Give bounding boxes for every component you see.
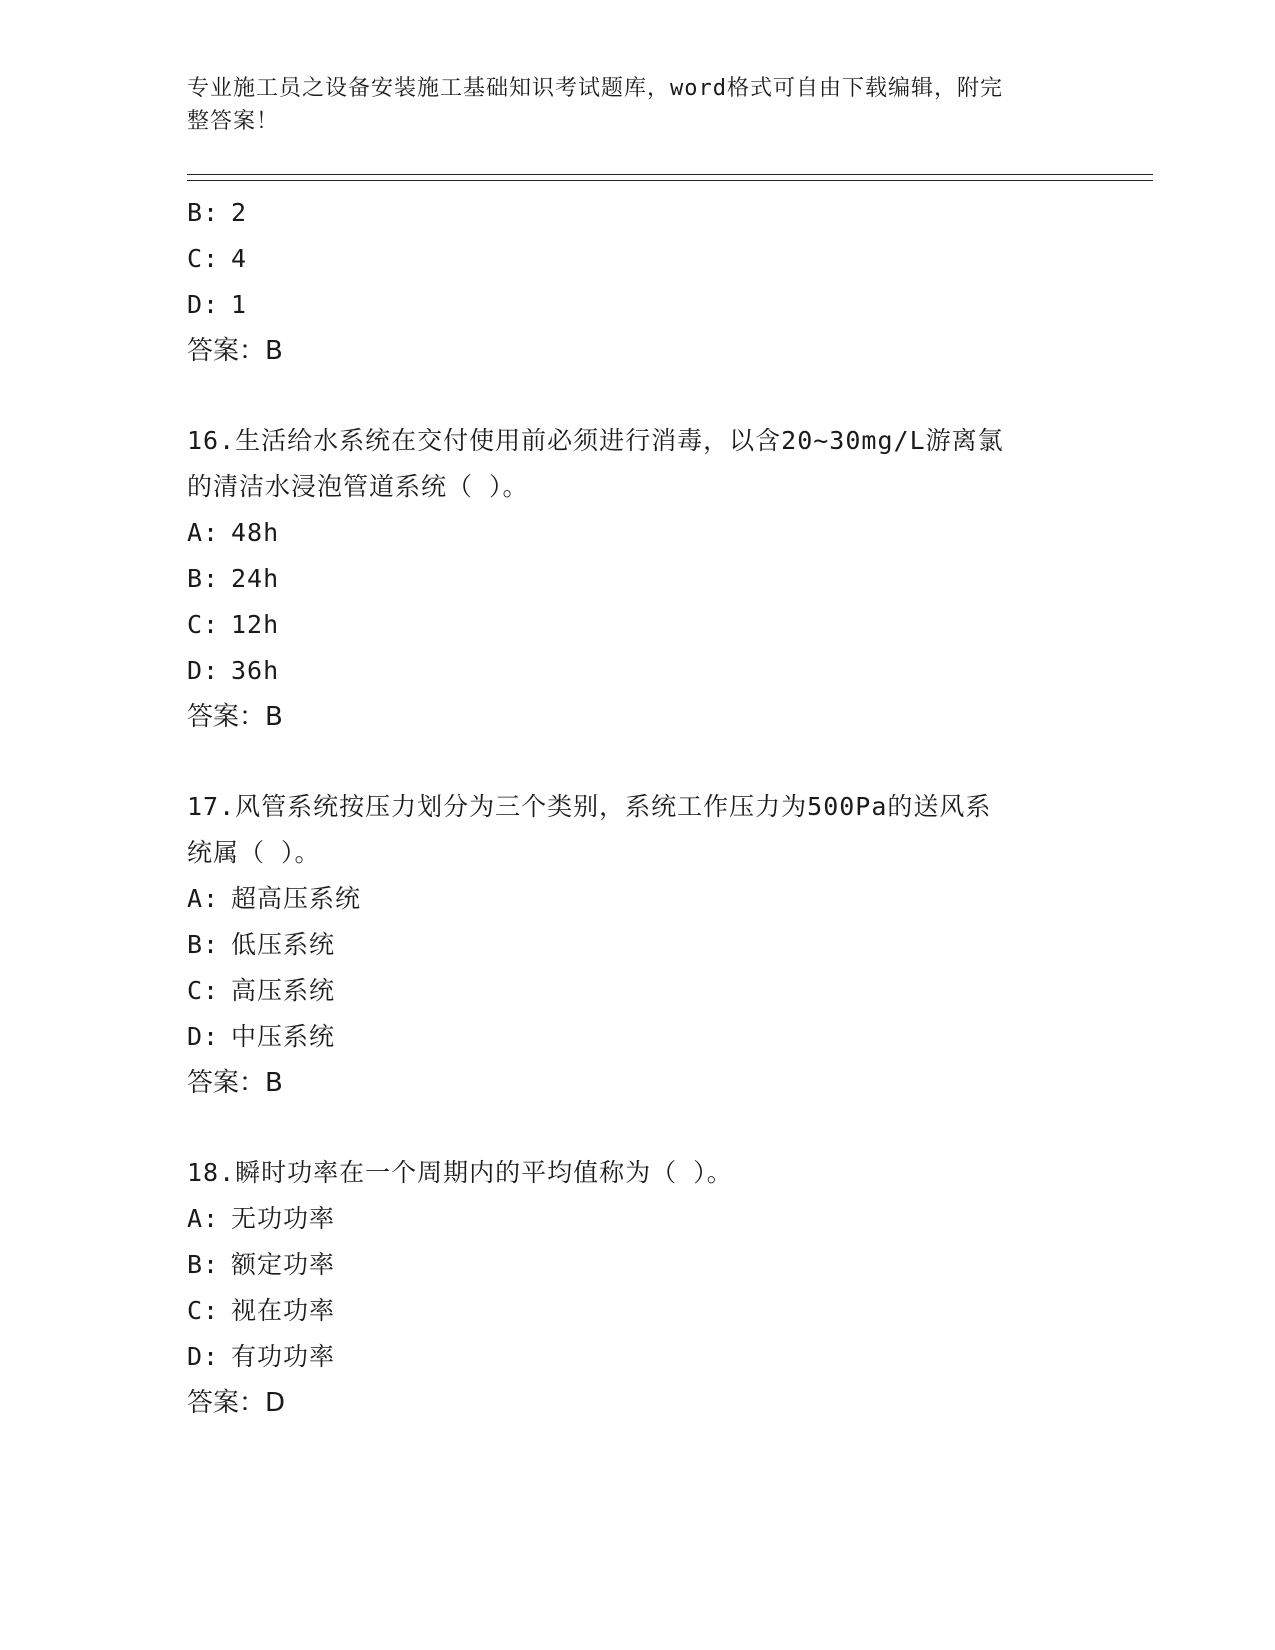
header-rule-bottom bbox=[187, 180, 1153, 181]
option-a bbox=[187, 1196, 1087, 1242]
option-a bbox=[187, 510, 1087, 556]
option-text: 超高压系统 bbox=[231, 884, 362, 913]
option-d bbox=[187, 1014, 1087, 1060]
option-letter: C: bbox=[187, 976, 220, 1005]
option-text: 额定功率 bbox=[231, 1250, 336, 1279]
header-rule-top bbox=[187, 174, 1153, 175]
question-17 bbox=[187, 784, 1087, 1106]
option-c bbox=[187, 602, 1087, 648]
option-b bbox=[187, 1242, 1087, 1288]
question-text-line-1: 16.生活给水系统在交付使用前必须进行消毒，以含20~30mg/L游离氯 bbox=[187, 426, 1004, 455]
question-text bbox=[187, 784, 1087, 876]
option-letter: D: bbox=[187, 1342, 220, 1371]
answer-line: 答案：D bbox=[187, 1388, 286, 1418]
option-b bbox=[187, 190, 1087, 236]
option-letter: B: bbox=[187, 198, 220, 227]
option-text: 12h bbox=[231, 610, 280, 639]
option-letter: D: bbox=[187, 290, 220, 319]
question-text bbox=[187, 1150, 1087, 1196]
option-text: 低压系统 bbox=[231, 930, 336, 959]
option-c bbox=[187, 968, 1087, 1014]
question-text-line-2: 的清洁水浸泡管道系统（ ）。 bbox=[187, 472, 529, 501]
option-text: 4 bbox=[231, 244, 248, 273]
option-text: 36h bbox=[231, 656, 280, 685]
question-18 bbox=[187, 1150, 1087, 1426]
option-c bbox=[187, 1288, 1087, 1334]
option-text: 有功功率 bbox=[231, 1342, 336, 1371]
header-line-1: 专业施工员之设备安装施工基础知识考试题库，word格式可自由下载编辑，附完 bbox=[187, 76, 1003, 101]
option-text: 视在功率 bbox=[231, 1296, 336, 1325]
option-letter: D: bbox=[187, 1022, 220, 1051]
option-letter: A: bbox=[187, 518, 220, 547]
option-letter: C: bbox=[187, 1296, 220, 1325]
question-text bbox=[187, 418, 1087, 510]
question-text-line-2: 统属（ ）。 bbox=[187, 838, 321, 867]
option-letter: A: bbox=[187, 1204, 220, 1233]
option-b bbox=[187, 922, 1087, 968]
option-text: 48h bbox=[231, 518, 280, 547]
option-d bbox=[187, 648, 1087, 694]
option-letter: C: bbox=[187, 610, 220, 639]
answer-line: 答案：B bbox=[187, 702, 283, 732]
option-text: 中压系统 bbox=[231, 1022, 336, 1051]
question-list bbox=[187, 190, 1087, 1426]
option-a bbox=[187, 876, 1087, 922]
document-header bbox=[187, 72, 1067, 138]
header-line-2: 整答案！ bbox=[187, 109, 280, 134]
option-d bbox=[187, 282, 1087, 328]
question-text-line-1: 18.瞬时功率在一个周期内的平均值称为（ ）。 bbox=[187, 1158, 733, 1187]
option-letter: B: bbox=[187, 1250, 220, 1279]
question-16 bbox=[187, 418, 1087, 740]
option-text: 无功功率 bbox=[231, 1204, 336, 1233]
option-c bbox=[187, 236, 1087, 282]
answer-line: 答案：B bbox=[187, 336, 283, 366]
option-text: 2 bbox=[231, 198, 248, 227]
option-letter: B: bbox=[187, 930, 220, 959]
option-d bbox=[187, 1334, 1087, 1380]
option-letter: A: bbox=[187, 884, 220, 913]
option-letter: D: bbox=[187, 656, 220, 685]
option-text: 1 bbox=[231, 290, 248, 319]
option-b bbox=[187, 556, 1087, 602]
option-text: 高压系统 bbox=[231, 976, 336, 1005]
option-letter: B: bbox=[187, 564, 220, 593]
option-text: 24h bbox=[231, 564, 280, 593]
option-letter: C: bbox=[187, 244, 220, 273]
answer-line: 答案：B bbox=[187, 1068, 283, 1098]
question-15-continuation bbox=[187, 190, 1087, 374]
question-text-line-1: 17.风管系统按压力划分为三个类别，系统工作压力为500Pa的送风系 bbox=[187, 792, 992, 821]
